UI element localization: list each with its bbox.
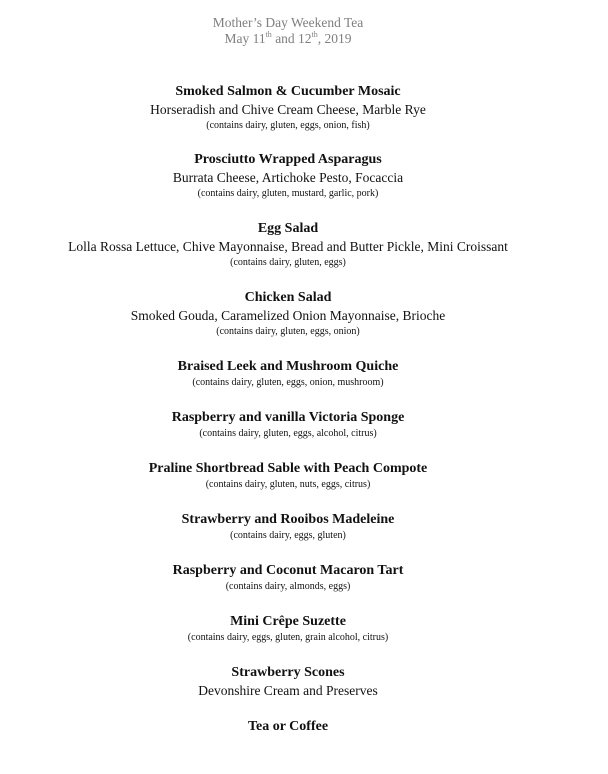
item-allergens: (contains dairy, almonds, eggs) xyxy=(225,581,351,592)
item-name: Praline Shortbread Sable with Peach Compote xyxy=(148,461,428,476)
item-allergens: (contains dairy, eggs, gluten) xyxy=(230,530,346,541)
item-name: Raspberry and Coconut Macaron Tart xyxy=(172,563,404,578)
item-allergens: (contains dairy, gluten, eggs, onion, mushroom) xyxy=(192,377,384,388)
item-name: Smoked Salmon & Cucumber Mosaic xyxy=(175,84,401,99)
menu-item-madeleine xyxy=(0,511,576,543)
menu-item-victoria-sponge xyxy=(0,409,576,441)
date-ordinal-1: th xyxy=(265,29,272,39)
item-description: Smoked Gouda, Caramelized Onion Mayonnaise, Brioche xyxy=(130,308,446,323)
date-part-2: and 12 xyxy=(271,31,312,46)
item-description: Horseradish and Chive Cream Cheese, Marble Rye xyxy=(150,102,426,117)
item-name: Raspberry and vanilla Victoria Sponge xyxy=(171,410,405,425)
item-allergens: (contains dairy, gluten, eggs, onion, fish) xyxy=(206,120,370,131)
menu-item-chicken-salad xyxy=(0,289,576,339)
item-allergens: (contains dairy, gluten, eggs, onion) xyxy=(216,326,360,337)
event-title: Mother’s Day Weekend Tea xyxy=(212,15,364,30)
item-name: Egg Salad xyxy=(257,221,319,236)
item-name: Strawberry Scones xyxy=(231,665,345,680)
item-description: Burrata Cheese, Artichoke Pesto, Focaccia xyxy=(172,170,404,185)
menu-item-shortbread-sable xyxy=(0,460,576,492)
item-description: Lolla Rossa Lettuce, Chive Mayonnaise, Bread and Butter Pickle, Mini Croissant xyxy=(68,239,508,254)
menu-item-egg-salad xyxy=(0,220,576,270)
item-allergens: (contains dairy, gluten, eggs) xyxy=(230,257,346,268)
item-name: Tea or Coffee xyxy=(247,719,329,734)
item-allergens: (contains dairy, eggs, gluten, grain alcohol, citrus) xyxy=(187,632,389,643)
item-allergens: (contains dairy, gluten, nuts, eggs, citrus) xyxy=(205,479,371,490)
date-part-3: , 2019 xyxy=(317,31,352,46)
menu-item-tea-coffee xyxy=(0,718,576,736)
item-name: Prosciutto Wrapped Asparagus xyxy=(194,152,382,167)
date-ordinal-2: th xyxy=(311,29,318,39)
menu-item-crepe-suzette xyxy=(0,613,576,645)
item-name: Braised Leek and Mushroom Quiche xyxy=(177,359,399,374)
item-allergens: (contains dairy, gluten, mustard, garlic, pork) xyxy=(197,188,379,199)
menu-item-prosciutto-asparagus xyxy=(0,151,576,201)
item-name: Chicken Salad xyxy=(244,290,332,305)
menu-item-macaron-tart xyxy=(0,562,576,594)
date-part-1: May 11 xyxy=(224,31,266,46)
item-name: Mini Crêpe Suzette xyxy=(230,614,346,629)
menu-item-smoked-salmon xyxy=(0,83,576,133)
item-description: Devonshire Cream and Preserves xyxy=(198,683,378,698)
item-name: Strawberry and Rooibos Madeleine xyxy=(181,512,395,527)
menu-item-scones xyxy=(0,664,576,700)
item-allergens: (contains dairy, gluten, eggs, alcohol, citrus) xyxy=(199,428,377,439)
menu-item-quiche xyxy=(0,358,576,390)
